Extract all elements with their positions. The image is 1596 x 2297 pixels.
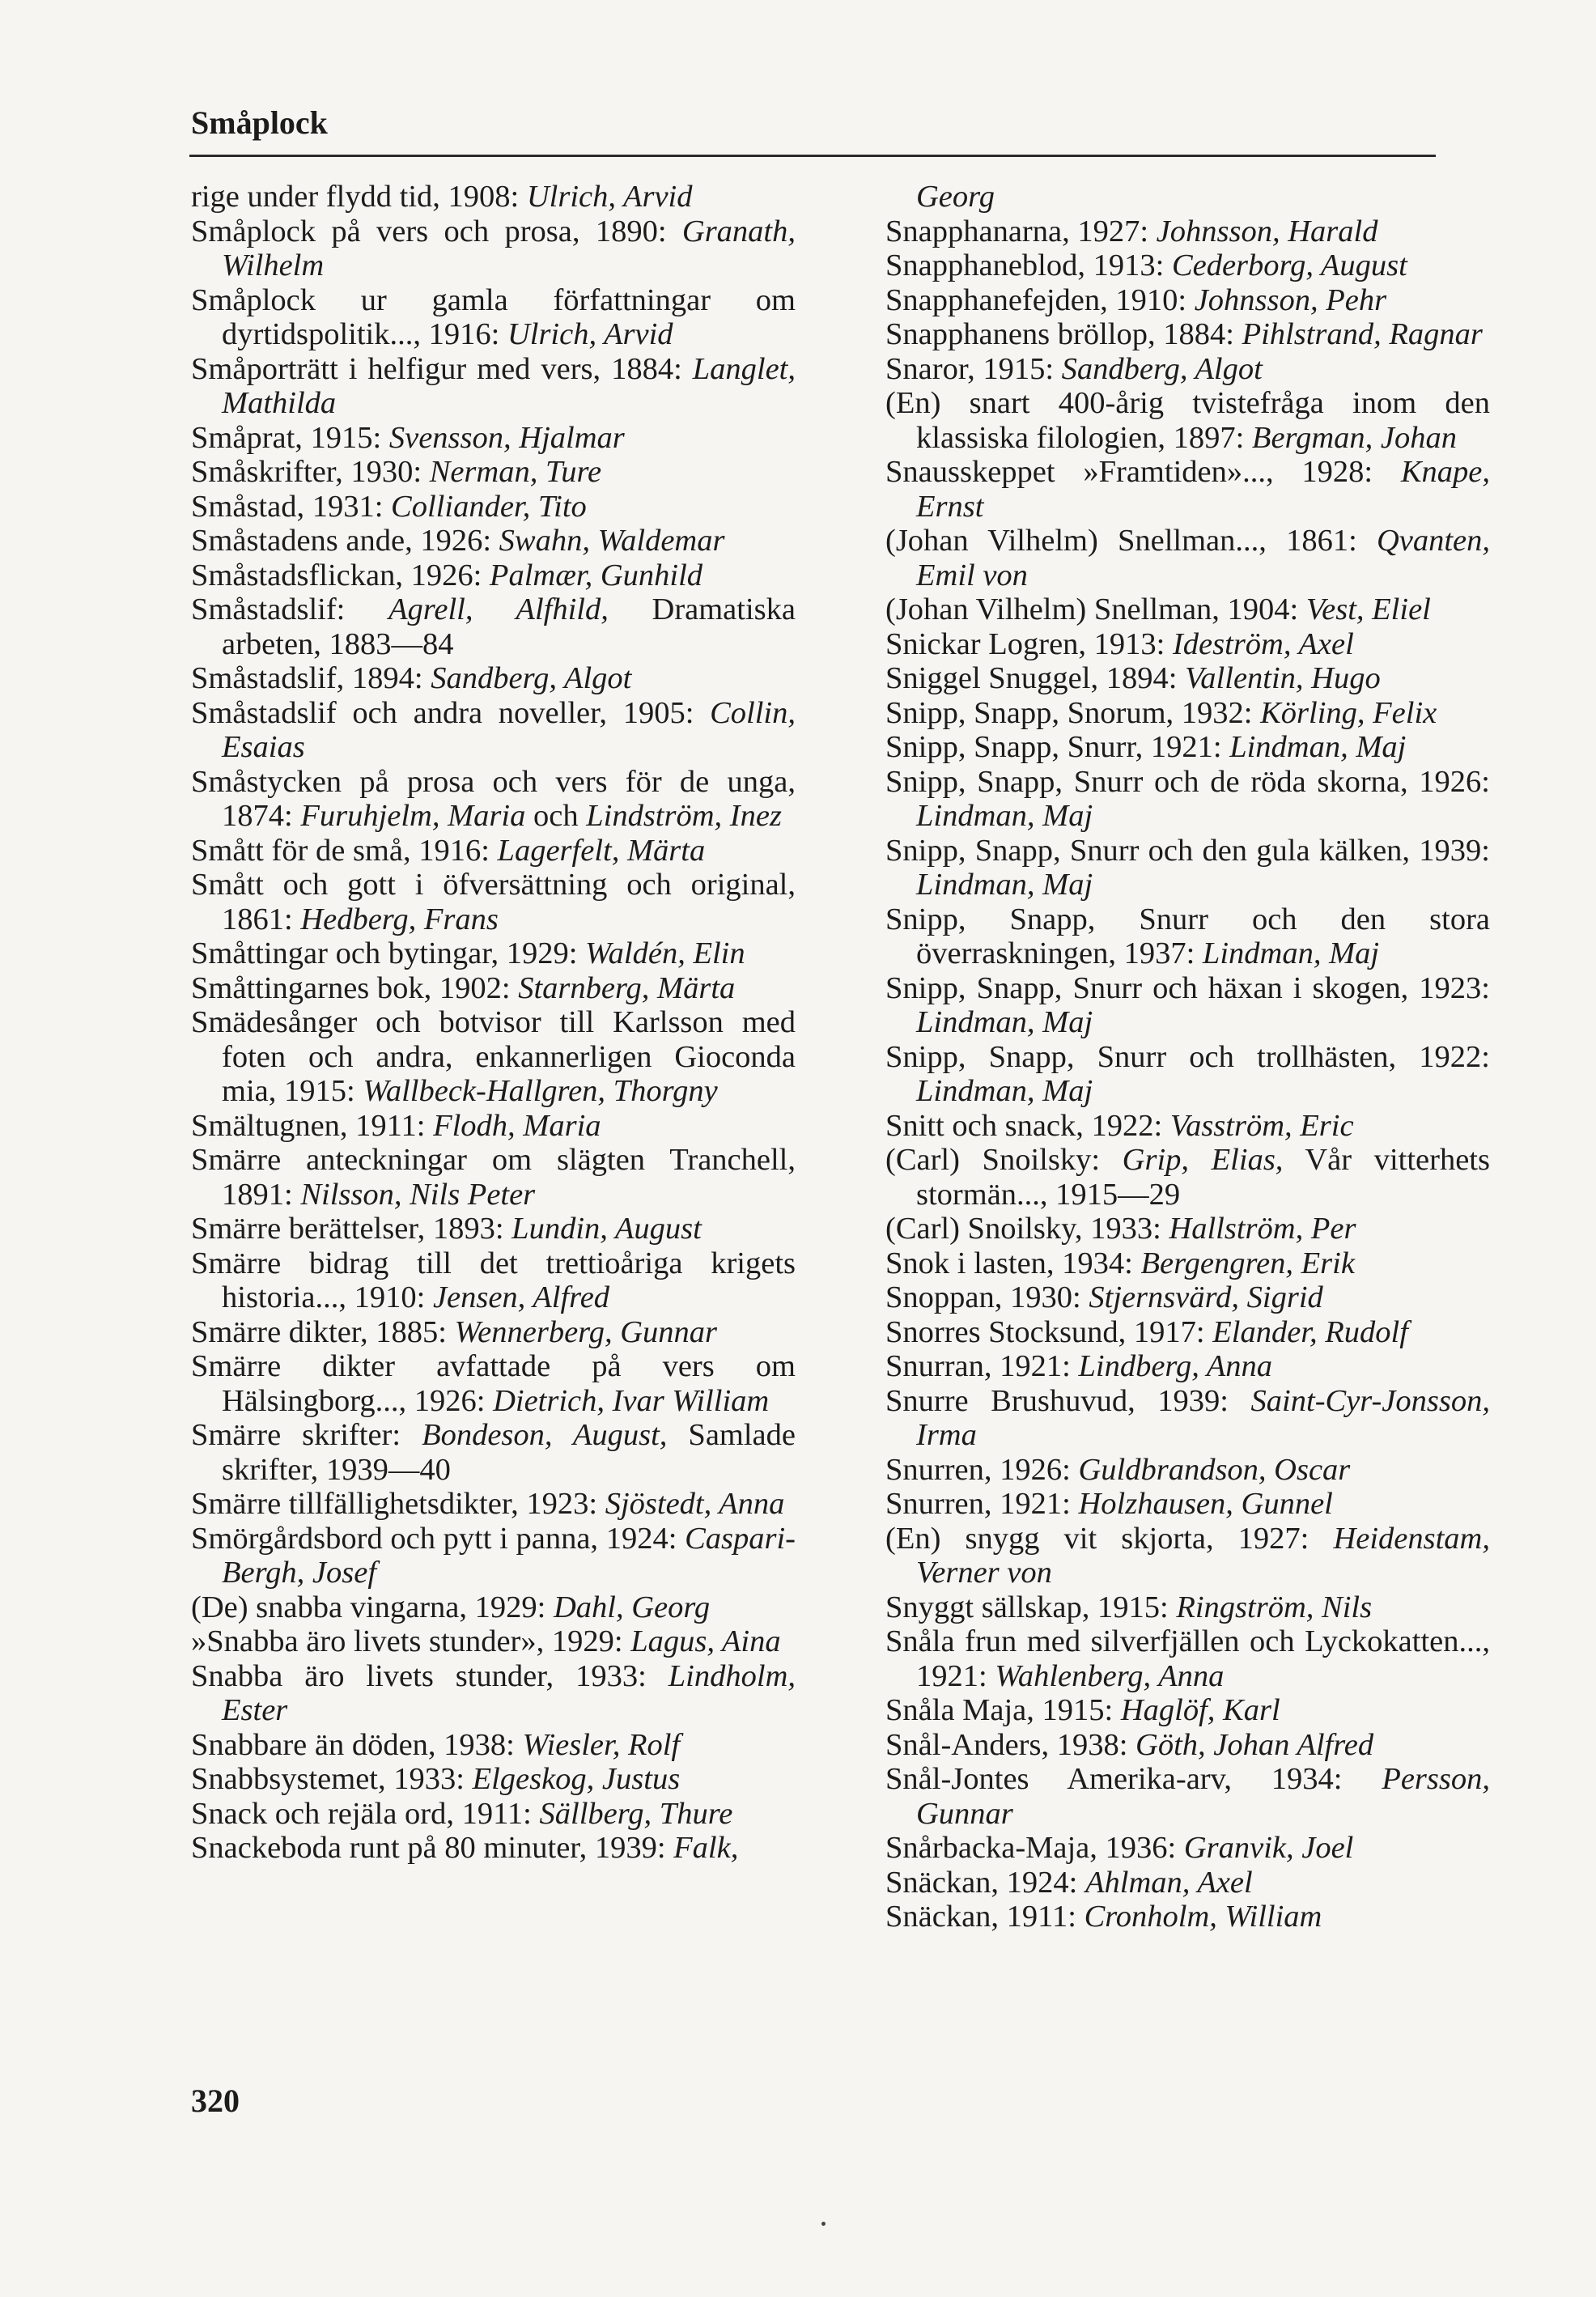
entry-title: Snål-Jontes Amerika-arv, 1934: (885, 1762, 1382, 1796)
entry-author: Sjöstedt, Anna (605, 1487, 785, 1521)
entry-suffix: Dramatiska arbeten, 1883—84 (222, 592, 796, 661)
entry-title: Smörgårdsbord och pytt i panna, 1924: (191, 1521, 686, 1556)
index-entry (191, 1349, 796, 1418)
entry-author: Vasström, Eric (1169, 1108, 1354, 1143)
index-entry (885, 902, 1490, 971)
index-entry (885, 1349, 1490, 1384)
index-entry (191, 455, 796, 490)
entry-title: Småstycken på prosa och vers för de unga, 1874: (191, 764, 796, 833)
entry-author: Ulrich, Arvid (526, 180, 693, 214)
entry-author: Stjernsvärd, Sigrid (1089, 1280, 1323, 1314)
entry-author: Wennerberg, Gunnar (454, 1314, 718, 1349)
entry-author: Flodh, Maria (433, 1108, 601, 1143)
entry-title: Snapphanarna, 1927: (885, 214, 1157, 248)
entry-author: Lindman, Maj (916, 868, 1093, 902)
index-entry (191, 696, 796, 765)
entry-author: Lundin, August (511, 1212, 702, 1246)
entry-title: Snurre Brushuvud, 1939: (885, 1383, 1251, 1418)
index-entry (885, 1590, 1490, 1625)
entry-author: Collin, Esaias (222, 695, 796, 764)
entry-author: Pihlstrand, Ragnar (1242, 317, 1483, 351)
index-entry (191, 661, 796, 696)
page-number: 320 (191, 2083, 240, 2119)
index-entry (191, 421, 796, 456)
entry-author: Dietrich, Ivar William (493, 1383, 770, 1418)
entry-title: »Snabba äro livets stunder», 1929: (191, 1624, 631, 1658)
index-entry (191, 1246, 796, 1315)
entry-author: Elander, Rudolf (1212, 1314, 1408, 1349)
speck-mark (821, 2222, 826, 2226)
entry-title: (En) snygg vit skjorta, 1927: (885, 1521, 1334, 1556)
entry-author: Lindman, Maj (916, 1005, 1093, 1039)
entry-title: Snorres Stocksund, 1917: (885, 1314, 1213, 1349)
index-entry (885, 592, 1490, 627)
index-entry (191, 180, 796, 214)
entry-author: Caspari-Bergh, Josef (222, 1521, 796, 1590)
index-entry (191, 214, 796, 283)
entry-author: Bondeson, August, (422, 1418, 668, 1452)
entry-author: Nerman, Ture (429, 455, 602, 489)
entry-title: Snåla Maja, 1915: (885, 1693, 1121, 1727)
index-entry (191, 592, 796, 661)
index-entry (885, 627, 1490, 662)
index-entry (191, 490, 796, 524)
entry-title: Småstadslif: (191, 592, 389, 626)
entry-title: Smått för de små, 1916: (191, 833, 498, 868)
index-entry (191, 1728, 796, 1763)
index-entry (885, 971, 1490, 1040)
entry-title: Småplock på vers och prosa, 1890: (191, 214, 682, 248)
entry-author: Haglöf, Karl (1120, 1693, 1280, 1727)
entry-title: Snoppan, 1930: (885, 1280, 1089, 1314)
entry-title: Snitt och snack, 1922: (885, 1108, 1170, 1143)
index-entry (885, 352, 1490, 387)
index-entry (885, 765, 1490, 834)
entry-title: Sniggel Snuggel, 1894: (885, 661, 1186, 695)
entry-title: Snausskeppet »Framtiden»..., 1928: (885, 455, 1401, 489)
entry-author: Johnsson, Pehr (1194, 282, 1387, 317)
index-entry (885, 1040, 1490, 1109)
entry-author: Dahl, Georg (553, 1590, 711, 1624)
entry-author: Wallbeck-Hallgren, Thorgny (363, 1074, 718, 1108)
entry-title: Snok i lasten, 1934: (885, 1246, 1141, 1280)
index-entry (191, 1522, 796, 1590)
index-entry (191, 1624, 796, 1659)
entry-author: Nilsson, Nils Peter (300, 1177, 536, 1212)
entry-title: Snipp, Snapp, Snurr och häxan i skogen, 1923: (885, 970, 1490, 1005)
index-entry (885, 1109, 1490, 1144)
index-entry (885, 386, 1490, 455)
index-entry (885, 1624, 1490, 1693)
entry-author: Qvanten, Emil von (916, 524, 1490, 592)
entry-author: Hallström, Per (1169, 1212, 1356, 1246)
entry-author: Vallentin, Hugo (1185, 661, 1381, 695)
index-entry (885, 1280, 1490, 1315)
entry-title: Snårbacka-Maja, 1936: (885, 1831, 1184, 1865)
entry-author: Svensson, Hjalmar (388, 420, 625, 455)
entry-title: Smått och gott i öfversättning och original, 1861: (191, 868, 796, 936)
entry-author: Lagus, Aina (630, 1624, 781, 1658)
index-entry (885, 1762, 1490, 1831)
index-entry (191, 524, 796, 558)
entry-title: Smältugnen, 1911: (191, 1108, 434, 1143)
entry-author: Saint-Cyr-Jonsson, Irma (916, 1383, 1490, 1452)
entry-author: Bergman, Johan (1251, 420, 1457, 455)
index-entry (191, 868, 796, 936)
entry-title: Småttingarnes bok, 1902: (191, 970, 519, 1005)
index-entry (885, 1728, 1490, 1763)
index-entry (191, 558, 796, 593)
entry-title: Snabbare än döden, 1938: (191, 1727, 523, 1762)
entry-author: Lindman, Maj (916, 1074, 1093, 1108)
index-entry (885, 283, 1490, 318)
entry-title: Snål-Anders, 1938: (885, 1727, 1136, 1762)
index-entry (191, 834, 796, 868)
entry-title: Småstadslif och andra noveller, 1905: (191, 695, 711, 730)
index-entry (885, 696, 1490, 731)
entry-title: Småstadens ande, 1926: (191, 524, 499, 558)
index-entry (885, 661, 1490, 696)
index-entry (885, 1384, 1490, 1453)
entry-title: (Carl) Snoilsky, 1933: (885, 1212, 1169, 1246)
entry-author: Persson, Gunnar (916, 1762, 1490, 1831)
entry-title: Snaror, 1915: (885, 351, 1062, 386)
entry-title: Snickar Logren, 1913: (885, 626, 1173, 661)
entry-title: Snäckan, 1911: (885, 1900, 1085, 1934)
entry-title: Snapphaneblod, 1913: (885, 248, 1172, 282)
entry-author: Grip, Elias, (1122, 1143, 1284, 1177)
entry-title: Snurren, 1926: (885, 1452, 1079, 1487)
entry-title: Snipp, Snapp, Snurr och den stora överraskningen, 1937: (885, 902, 1490, 970)
entry-title: Snipp, Snapp, Snurr och den gula kälken, 1939: (885, 833, 1490, 868)
index-entry (885, 1693, 1490, 1728)
entry-title: Småstadslif, 1894: (191, 661, 431, 695)
entry-title: Smärre anteckningar om slägten Tranchell, 1891: (191, 1143, 796, 1212)
entry-author: Bergengren, Erik (1140, 1246, 1355, 1280)
entry-title: (Johan Vilhelm) Snellman..., 1861: (885, 524, 1377, 558)
entry-title: Snabbsystemet, 1933: (191, 1762, 473, 1796)
entry-author: Agrell, Alfhild, (388, 592, 609, 626)
entry-author: Lindberg, Anna (1078, 1349, 1273, 1383)
index-entry (191, 765, 796, 834)
entry-title: (De) snabba vingarna, 1929: (191, 1590, 554, 1624)
entry-author: Lindman, Maj (1202, 936, 1380, 970)
entry-title: Smärre berättelser, 1893: (191, 1212, 512, 1246)
entry-author: Sandberg, Algot (431, 661, 632, 695)
entry-title: Smärre dikter avfattade på vers om Hälsingborg..., 1926: (191, 1349, 796, 1418)
entry-author: Cronholm, William (1084, 1900, 1322, 1934)
entry-title: Snäckan, 1924: (885, 1865, 1085, 1900)
index-entry (191, 352, 796, 421)
entry-title: Snurren, 1921: (885, 1487, 1079, 1521)
entry-author: Vest, Eliel (1305, 592, 1431, 626)
entry-author: Granvik, Joel (1183, 1831, 1354, 1865)
entry-title: rige under flydd tid, 1908: (191, 180, 527, 214)
running-header: Småplock (191, 104, 328, 141)
entry-suffix: Samlade skrifter, 1939—40 (222, 1418, 796, 1487)
entry-title: Snåla frun med silverfjällen och Lyckokatten..., 1921: (885, 1624, 1490, 1693)
index-entry (191, 1831, 796, 1866)
index-entry (191, 1590, 796, 1625)
entry-author: Palmær, Gunhild (489, 558, 703, 592)
index-entry (885, 1212, 1490, 1246)
entry-title: Snyggt sällskap, 1915: (885, 1590, 1177, 1624)
entry-suffix: och (525, 799, 587, 833)
entry-title: Småporträtt i helfigur med vers, 1884: (191, 351, 693, 386)
entry-author: Ringström, Nils (1176, 1590, 1373, 1624)
entry-title: Småskrifter, 1930: (191, 455, 430, 489)
index-entry (191, 1487, 796, 1522)
entry-title: Snapphanefejden, 1910: (885, 282, 1195, 317)
index-entry (191, 283, 796, 352)
index-entry (191, 1005, 796, 1109)
entry-title: Snack och rejäla ord, 1911: (191, 1796, 540, 1831)
entry-title: Småprat, 1915: (191, 420, 389, 455)
entry-title: Snipp, Snapp, Snorum, 1932: (885, 695, 1261, 730)
entry-author: Lindholm, Ester (222, 1658, 796, 1727)
index-entry (191, 1143, 796, 1212)
entry-author: Ahlman, Axel (1085, 1865, 1253, 1900)
entry-title: Småstadsflickan, 1926: (191, 558, 490, 592)
index-entry (885, 1453, 1490, 1488)
index-entry (885, 834, 1490, 902)
index-entry (191, 1659, 796, 1728)
entry-author: Sandberg, Algot (1061, 351, 1263, 386)
index-entry (885, 1487, 1490, 1522)
index-entry (191, 1109, 796, 1144)
index-entry (191, 936, 796, 971)
entry-title: (Carl) Snoilsky: (885, 1143, 1123, 1177)
entry-author: Guldbrandson, Oscar (1078, 1452, 1351, 1487)
entry-author: Ideström, Axel (1172, 626, 1354, 661)
index-entry (191, 1762, 796, 1797)
header-rule (189, 155, 1436, 157)
index-entry (885, 455, 1490, 524)
entry-author: Holzhausen, Gunnel (1078, 1487, 1333, 1521)
entry-title: Smärre skrifter: (191, 1418, 422, 1452)
entry-author: Colliander, Tito (391, 489, 587, 524)
entry-title: Småstad, 1931: (191, 489, 392, 524)
entry-author: Heidenstam, Verner von (916, 1521, 1490, 1590)
index-entry (885, 1246, 1490, 1281)
entry-title: Smärre tillfällighetsdikter, 1923: (191, 1487, 605, 1521)
entry-author: Granath, Wilhelm (222, 214, 796, 282)
entry-title: Snipp, Snapp, Snurr, 1921: (885, 730, 1230, 764)
entry-author: Cederborg, August (1171, 248, 1407, 282)
entry-author: Lagerfelt, Märta (497, 833, 706, 868)
entry-title: Smärre bidrag till det trettioåriga krigets historia..., 1910: (191, 1246, 796, 1314)
entry-author: Starnberg, Märta (518, 970, 736, 1005)
entry-title: Snipp, Snapp, Snurr och de röda skorna, 1926: (885, 764, 1490, 799)
entry-author: Swahn, Waldemar (499, 524, 725, 558)
entry-author: Lindman, Maj (1229, 730, 1407, 764)
entry-author: Falk, (673, 1831, 739, 1865)
entry-title: Snipp, Snapp, Snurr och trollhästen, 1922: (885, 1039, 1490, 1074)
index-entry (885, 1522, 1490, 1590)
entry-author: Johnsson, Harald (1156, 214, 1378, 248)
entry-author: Waldén, Elin (585, 936, 745, 970)
index-entry (885, 214, 1490, 249)
entry-title: Småttingar och bytingar, 1929: (191, 936, 586, 970)
index-entry (885, 317, 1490, 352)
entry-author: Knape, Ernst (916, 455, 1490, 524)
entry-author: Sällberg, Thure (539, 1796, 733, 1831)
continuation-text: Georg (916, 180, 995, 214)
entry-author: Furuhjelm, Maria (300, 799, 526, 833)
index-entry (885, 1315, 1490, 1350)
index-entry (191, 1797, 796, 1832)
index-entry (191, 1212, 796, 1246)
entry-title: (En) snart 400-årig tvistefråga inom den klassiska filologien, 1897: (885, 386, 1490, 455)
right-column (885, 180, 1490, 1934)
left-column (191, 180, 796, 1866)
entry-title: Snapphanens bröllop, 1884: (885, 317, 1242, 351)
entry-title: Snurran, 1921: (885, 1349, 1079, 1383)
entry-suffix: Vår vitterhets stormän..., 1915—29 (916, 1143, 1490, 1212)
entry-author: Elgeskog, Justus (472, 1762, 681, 1796)
entry-author: Lindman, Maj (916, 799, 1093, 833)
entry-author: Lindström, Inez (586, 799, 782, 833)
entry-title: Smärre dikter, 1885: (191, 1314, 455, 1349)
index-entry (191, 1418, 796, 1487)
entry-title: Snackeboda runt på 80 minuter, 1939: (191, 1831, 674, 1865)
entry-title: Småplock ur gamla författningar om dyrtidspolitik..., 1916: (191, 282, 796, 351)
entry-author: Wiesler, Rolf (522, 1727, 681, 1762)
entry-author: Langlet, Mathilda (222, 351, 796, 420)
index-entry (191, 971, 796, 1006)
entry-author: Wahlenberg, Anna (995, 1658, 1225, 1693)
index-entry (885, 730, 1490, 765)
entry-author: Ulrich, Arvid (507, 317, 673, 351)
entry-title: (Johan Vilhelm) Snellman, 1904: (885, 592, 1306, 626)
index-entry (885, 1866, 1490, 1900)
entry-author: Jensen, Alfred (432, 1280, 610, 1314)
index-entry (191, 1315, 796, 1350)
entry-author: Göth, Johan Alfred (1135, 1727, 1374, 1762)
index-entry (885, 1831, 1490, 1866)
index-entry (885, 248, 1490, 283)
entry-title: Snabba äro livets stunder, 1933: (191, 1658, 669, 1693)
entry-author: Körling, Felix (1260, 695, 1437, 730)
index-entry (885, 1143, 1490, 1212)
index-entry (885, 524, 1490, 592)
entry-author: Hedberg, Frans (300, 902, 499, 936)
entry-title: Smädesånger och botvisor till Karlsson med foten och andra, enkannerligen Gioconda mia, 1915: (191, 1005, 796, 1108)
index-entry (885, 1900, 1490, 1934)
